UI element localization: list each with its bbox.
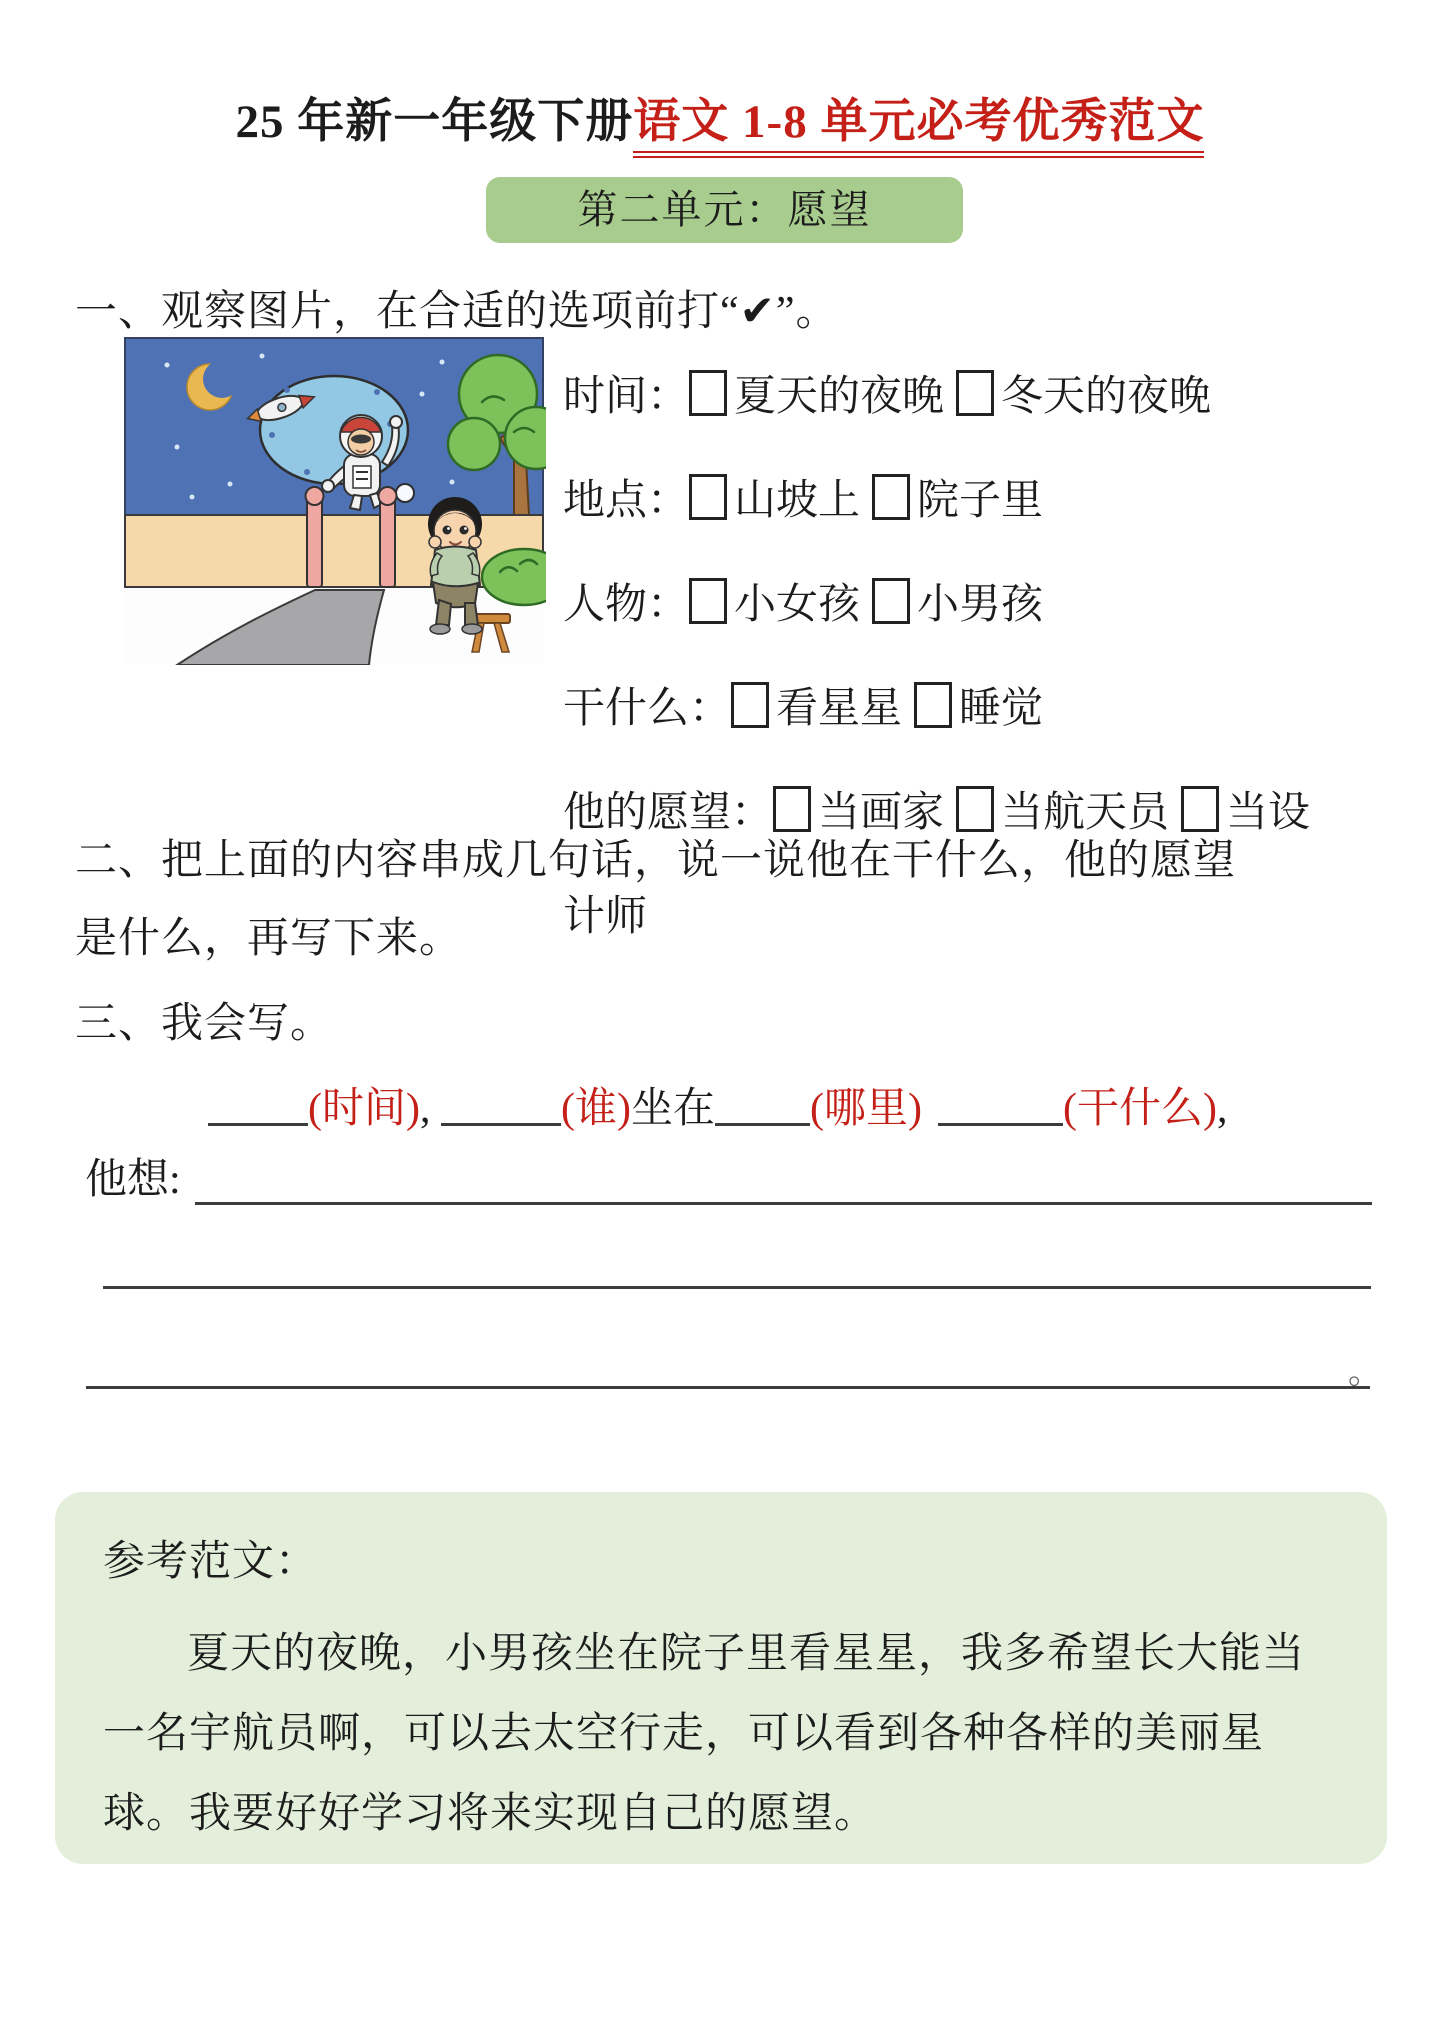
comma: ,	[1216, 1086, 1228, 1132]
writing-line[interactable]	[103, 1286, 1371, 1289]
option-label: 小男孩	[917, 582, 1044, 628]
option-label: 山坡上	[734, 478, 861, 524]
option-row-label: 时间：	[563, 374, 690, 420]
option-row-label: 他的愿望：	[563, 790, 774, 836]
scene-illustration	[122, 332, 546, 665]
option-label: 睡觉	[959, 686, 1044, 732]
option-label: 看星星	[776, 686, 903, 732]
checkbox[interactable]	[689, 370, 727, 416]
checkbox[interactable]	[689, 474, 727, 520]
option-row-place	[563, 449, 1338, 553]
bubble-trail	[396, 484, 414, 502]
question-three-heading: 三、我会写。	[75, 1001, 334, 1047]
option-label: 当设计师	[563, 790, 1311, 940]
checkbox[interactable]	[872, 474, 910, 520]
writing-line[interactable]	[195, 1156, 1372, 1205]
writing-line[interactable]	[86, 1386, 1370, 1389]
hint-where: (哪里)	[809, 1086, 922, 1132]
hint-who: (谁)	[560, 1086, 631, 1132]
blank-who[interactable]	[441, 1083, 561, 1126]
he-thinks-row	[85, 1155, 1372, 1205]
option-label: 小女孩	[734, 582, 861, 628]
reference-body: 夏天的夜晚，小男孩坐在院子里看星星，我多希望长大能当一名宇航员啊，可以去太空行走，可以看到各种各样的美丽星球。我要好好学习将来实现自己的愿望。	[103, 1631, 1306, 1837]
he-thinks-label: 他想:	[85, 1157, 181, 1203]
checkbox[interactable]	[689, 578, 727, 624]
blank-time[interactable]	[208, 1083, 308, 1126]
unit-banner: 第二单元：愿望	[486, 177, 963, 243]
question-two-line2: 是什么，再写下来。	[75, 916, 463, 962]
option-label: 当画家	[818, 790, 945, 836]
option-row-activity	[563, 657, 1338, 761]
question-one-heading: 一、观察图片，在合适的选项前打“✔”。	[75, 289, 839, 335]
question-two-text	[75, 822, 1405, 978]
hint-time: (时间)	[308, 1086, 420, 1132]
stool	[474, 614, 510, 623]
option-label: 院子里	[917, 478, 1044, 524]
blank-what[interactable]	[938, 1083, 1063, 1126]
title-red-part: 语文 1-8 单元必考优秀范文	[633, 96, 1204, 158]
option-label: 当航天员	[1001, 790, 1170, 836]
checkbox[interactable]	[731, 682, 769, 728]
sit-text: 坐在	[630, 1086, 715, 1132]
comma: ,	[419, 1086, 431, 1132]
option-row-label: 地点：	[563, 478, 690, 524]
question-two-line1: 二、把上面的内容串成几句话，说一说他在干什么，他的愿望	[75, 838, 1237, 884]
option-label: 冬天的夜晚	[1001, 374, 1212, 420]
checkbox[interactable]	[914, 682, 952, 728]
option-row-time	[563, 345, 1338, 449]
title-black-part: 25 年新一年级下册	[235, 96, 634, 148]
reference-answer-box	[55, 1492, 1387, 1864]
option-row-label: 干什么：	[563, 686, 732, 732]
checkbox[interactable]	[872, 578, 910, 624]
sentence-end-period: 。	[1348, 1354, 1382, 1391]
option-label: 夏天的夜晚	[734, 374, 945, 420]
option-row-label: 人物：	[563, 582, 690, 628]
reference-label: 参考范文：	[103, 1539, 319, 1585]
page-title	[0, 84, 1440, 151]
checkbox[interactable]	[956, 370, 994, 416]
sentence-template	[85, 1080, 1385, 1138]
blank-where[interactable]	[715, 1083, 810, 1126]
hint-what: (干什么)	[1062, 1086, 1217, 1132]
option-row-person	[563, 553, 1338, 657]
